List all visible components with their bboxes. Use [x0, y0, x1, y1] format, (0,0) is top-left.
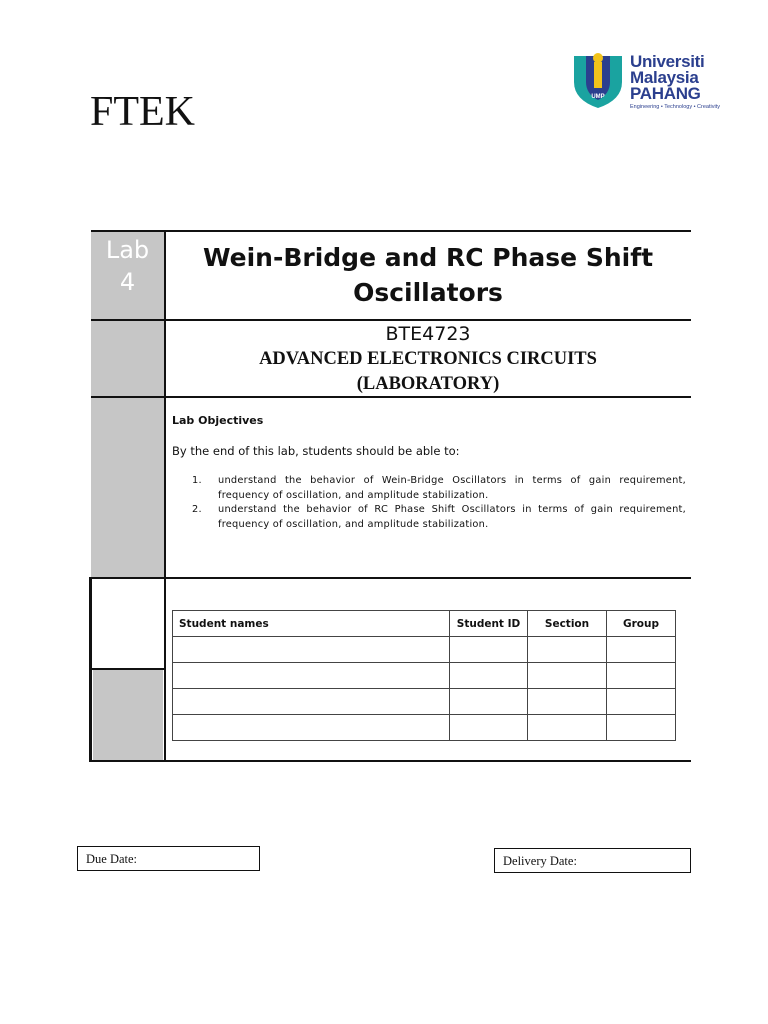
header-student-id: Student ID	[450, 611, 528, 637]
university-logo	[572, 52, 732, 112]
objective-item	[192, 474, 686, 503]
logo-wordmark	[630, 54, 720, 110]
group-cell[interactable]	[607, 715, 676, 741]
lab-title-line-1: Wein-Bridge and RC Phase Shift	[202, 243, 654, 272]
objectives-intro: By the end of this lab, students should be able to:	[172, 444, 460, 458]
logo-line-2: Malaysia	[630, 68, 699, 87]
group-cell[interactable]	[607, 637, 676, 663]
objective-text: understand the behavior of Wein-Bridge Oscillators in terms of gain requirement, frequency of oscillation, and amplitude stabilization.	[218, 475, 686, 501]
table-row	[173, 689, 676, 715]
lab-badge	[91, 232, 164, 322]
course-name	[166, 347, 690, 397]
course-band	[91, 321, 164, 397]
objective-number: 2.	[192, 504, 202, 515]
section-cell[interactable]	[528, 663, 607, 689]
student-name-cell[interactable]	[173, 689, 450, 715]
lab-title	[166, 240, 690, 310]
student-name-cell[interactable]	[173, 663, 450, 689]
student-name-cell[interactable]	[173, 637, 450, 663]
table-row	[173, 637, 676, 663]
course-code: BTE4723	[385, 323, 471, 345]
logo-line-1: Universiti	[630, 52, 705, 71]
student-id-cell[interactable]	[450, 715, 528, 741]
logo-line-3: PAHANG	[630, 84, 701, 103]
students-band-lower	[93, 670, 163, 760]
header-section: Section	[528, 611, 607, 637]
faculty-label: FTEK	[90, 89, 195, 135]
lab-badge-number: 4	[119, 268, 136, 296]
svg-text:UMP: UMP	[591, 94, 605, 100]
section-cell[interactable]	[528, 637, 607, 663]
course-name-line-2: (LABORATORY)	[356, 374, 500, 394]
group-cell[interactable]	[607, 689, 676, 715]
objective-item	[192, 503, 686, 532]
course-name-line-1: ADVANCED ELECTRONICS CIRCUITS	[259, 349, 597, 369]
logo-tagline: Engineering • Technology • Creativity	[630, 104, 720, 110]
objectives-heading: Lab Objectives	[172, 414, 264, 427]
objectives-band	[91, 398, 164, 578]
students-table	[172, 610, 676, 741]
rule-top	[91, 230, 691, 232]
section-cell[interactable]	[528, 689, 607, 715]
rule-after-title	[91, 319, 691, 321]
table-header-row	[173, 611, 676, 637]
section-cell[interactable]	[528, 715, 607, 741]
due-date-field[interactable]: Due Date:	[77, 846, 260, 871]
student-id-cell[interactable]	[450, 663, 528, 689]
delivery-date-field[interactable]: Delivery Date:	[494, 848, 691, 873]
objective-number: 1.	[192, 475, 202, 486]
header-student-names: Student names	[173, 611, 450, 637]
table-row	[173, 663, 676, 689]
table-row	[173, 715, 676, 741]
student-name-cell[interactable]	[173, 715, 450, 741]
rule-bottom	[89, 760, 691, 762]
ump-shield-icon	[572, 52, 624, 110]
rule-after-objectives	[89, 577, 691, 579]
rule-student-box-mid	[91, 668, 165, 670]
group-cell[interactable]	[607, 663, 676, 689]
rule-left-column	[164, 232, 166, 762]
lab-badge-word: Lab	[105, 236, 150, 264]
lab-title-line-2: Oscillators	[353, 278, 503, 307]
objective-text: understand the behavior of RC Phase Shift Oscillators in terms of gain requirement, frequency of oscillation, and amplitude stabilization.	[218, 504, 686, 530]
objectives-list	[192, 474, 686, 532]
header-group: Group	[607, 611, 676, 637]
student-id-cell[interactable]	[450, 689, 528, 715]
student-id-cell[interactable]	[450, 637, 528, 663]
